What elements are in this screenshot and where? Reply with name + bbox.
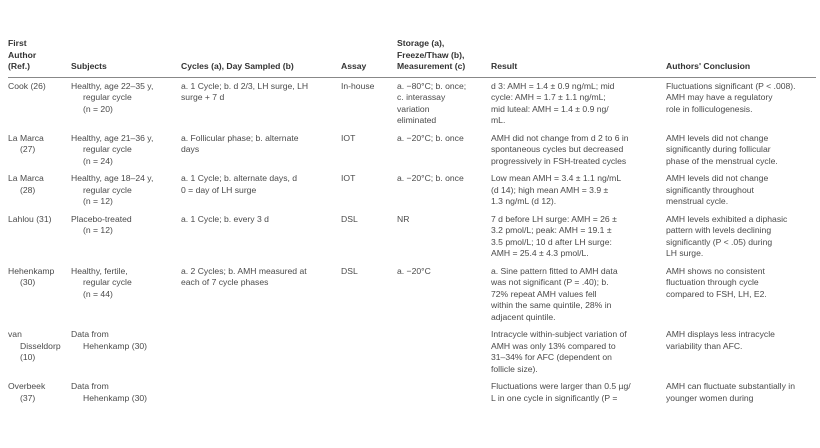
- subjects-line: Healthy, fertile,: [71, 265, 128, 276]
- conclusion-line: significantly throughout: [666, 184, 754, 195]
- amh-variation-table: [8, 38, 816, 407]
- result-line: Fluctuations were larger than 0.5 µg/: [491, 381, 631, 391]
- cell-cycles: [181, 378, 341, 407]
- result-line: AMH did not change from d 2 to 6 in: [491, 132, 629, 143]
- cell-storage: [397, 77, 491, 130]
- cell-cycles: [181, 211, 341, 263]
- header-cycles: Cycles (a), Day Sampled (b): [181, 38, 341, 77]
- cell-assay: In-house: [341, 80, 375, 91]
- subjects-line: regular cycle: [83, 184, 132, 195]
- cell-author: [8, 170, 71, 211]
- table-row: [8, 77, 816, 130]
- result-line: mid luteal: AMH = 1.4 ± 0.9 ng/: [491, 103, 609, 114]
- author-line: La Marca: [8, 173, 44, 183]
- storage-line: a. −20°C: [397, 265, 431, 276]
- cell-subjects: [71, 130, 181, 171]
- storage-line: a. −20°C; b. once: [397, 173, 464, 183]
- conclusion-line: AMH displays less intracycle: [666, 329, 775, 339]
- result-line: AMH = 25.4 ± 4.3 pmol/L.: [491, 248, 589, 258]
- subjects-line: (n = 20): [83, 103, 113, 114]
- conclusion-line: significantly during follicular: [666, 144, 771, 154]
- result-line: 31–34% for AFC (dependent on: [491, 352, 612, 362]
- cell-result: [491, 77, 666, 130]
- author-line: (37): [20, 392, 36, 403]
- conclusion-line: younger women during: [666, 392, 754, 403]
- header-storage-line: Storage (a),: [397, 38, 445, 48]
- storage-line: variation: [397, 103, 430, 114]
- cell-assay: [341, 378, 397, 407]
- result-line: adjacent quintile.: [491, 311, 556, 322]
- cell-result: [491, 378, 666, 407]
- subjects-line: Healthy, age 22–35 y,: [71, 80, 154, 91]
- cycles-line: a. 1 Cycle; b. every 3 d: [181, 213, 269, 224]
- table-header-row: [8, 38, 816, 77]
- cycles-line: a. Follicular phase; b. alternate: [181, 132, 299, 143]
- subjects-line: (n = 24): [83, 155, 113, 166]
- author-line: Overbeek: [8, 381, 46, 391]
- result-line: follicle size).: [491, 363, 538, 374]
- cell-subjects: [71, 326, 181, 378]
- header-author-line: First: [8, 38, 27, 48]
- cell-conclusion: [666, 170, 816, 211]
- header-storage-line: Measurement (c): [397, 61, 466, 71]
- result-line: Intracycle within-subject variation of: [491, 329, 627, 339]
- author-line: La Marca: [8, 132, 44, 143]
- conclusion-line: variability than AFC.: [666, 340, 743, 351]
- cell-result: [491, 263, 666, 327]
- author-line: Cook (26): [8, 80, 46, 91]
- subjects-line: Data from: [71, 329, 109, 339]
- cell-cycles: [181, 170, 341, 211]
- author-line: (10): [20, 352, 36, 362]
- subjects-line: Hehenkamp (30): [83, 340, 148, 351]
- storage-line: a. −80°C; b. once;: [397, 80, 467, 91]
- cell-author: [8, 378, 71, 407]
- author-line: (28): [20, 184, 36, 195]
- conclusion-line: role in folliculogenesis.: [666, 103, 753, 114]
- cell-assay: DSL: [341, 213, 358, 224]
- conclusion-line: menstrual cycle.: [666, 196, 729, 206]
- header-conclusion: Authors' Conclusion: [666, 38, 816, 77]
- conclusion-line: AMH shows no consistent: [666, 265, 765, 276]
- cell-conclusion: [666, 211, 816, 263]
- subjects-line: (n = 12): [83, 196, 113, 206]
- subjects-line: regular cycle: [83, 92, 132, 102]
- cell-storage: [397, 378, 491, 407]
- storage-line: NR: [397, 213, 410, 224]
- cell-subjects: [71, 378, 181, 407]
- header-assay: Assay: [341, 38, 397, 77]
- subjects-line: Placebo-treated: [71, 213, 132, 224]
- result-line: (d 14); high mean AMH = 3.9 ±: [491, 184, 609, 195]
- cell-cycles: [181, 263, 341, 327]
- cell-cycles: [181, 326, 341, 378]
- result-line: AMH was only 13% compared to: [491, 340, 616, 351]
- conclusion-line: phase of the menstrual cycle.: [666, 155, 778, 166]
- cell-conclusion: [666, 130, 816, 171]
- cell-result: [491, 130, 666, 171]
- subjects-line: (n = 44): [83, 288, 113, 299]
- cell-author: [8, 77, 71, 130]
- result-line: 72% repeat AMH values fell: [491, 288, 597, 299]
- conclusion-line: AMH levels did not change: [666, 132, 769, 143]
- conclusion-line: fluctuation through cycle: [666, 277, 759, 287]
- cell-subjects: [71, 211, 181, 263]
- cell-author: [8, 263, 71, 327]
- cell-assay: IOT: [341, 132, 356, 143]
- author-line: (30): [20, 277, 36, 287]
- cell-subjects: [71, 77, 181, 130]
- author-line: Disseldorp: [20, 340, 61, 351]
- header-subjects: Subjects: [71, 38, 181, 77]
- author-line: van: [8, 329, 22, 339]
- conclusion-line: AMH levels exhibited a diphasic: [666, 213, 788, 224]
- cell-conclusion: [666, 263, 816, 327]
- cell-author: [8, 211, 71, 263]
- header-author-line: Author: [8, 49, 37, 60]
- author-line: (27): [20, 144, 36, 154]
- cycles-line: a. 1 Cycle; b. alternate days, d: [181, 173, 298, 183]
- conclusion-line: pattern with levels declining: [666, 225, 772, 235]
- cell-subjects: [71, 263, 181, 327]
- result-line: d 3: AMH = 1.4 ± 0.9 ng/mL; mid: [491, 80, 615, 91]
- cycles-line: each of 7 cycle phases: [181, 277, 269, 287]
- cell-conclusion: [666, 77, 816, 130]
- cell-conclusion: [666, 326, 816, 378]
- result-line: progressively in FSH-treated cycles: [491, 155, 627, 166]
- header-result: Result: [491, 38, 666, 77]
- header-author: [8, 38, 71, 77]
- header-storage-line: Freeze/Thaw (b),: [397, 49, 465, 60]
- cell-storage: [397, 211, 491, 263]
- cycles-line: days: [181, 144, 200, 154]
- storage-line: c. interassay: [397, 92, 446, 102]
- subjects-line: (n = 12): [83, 225, 113, 235]
- conclusion-line: AMH levels did not change: [666, 173, 769, 183]
- cell-storage: [397, 170, 491, 211]
- conclusion-line: compared to FSH, LH, E2.: [666, 288, 767, 299]
- subjects-line: Data from: [71, 381, 109, 391]
- table-row: [8, 263, 816, 327]
- result-line: 1.3 ng/mL (d 12).: [491, 196, 557, 206]
- cell-result: [491, 170, 666, 211]
- result-line: 3.5 pmol/L; 10 d after LH surge:: [491, 236, 612, 247]
- author-line: Lahlou (31): [8, 213, 52, 224]
- result-line: L in one cycle in significantly (P =: [491, 392, 618, 403]
- author-line: Hehenkamp: [8, 265, 55, 276]
- result-line: within the same quintile, 28% in: [491, 300, 612, 310]
- cell-cycles: [181, 130, 341, 171]
- cell-storage: [397, 263, 491, 327]
- cell-assay: IOT: [341, 173, 356, 183]
- header-author-line: (Ref.): [8, 61, 30, 71]
- cell-assay: [341, 326, 397, 378]
- table-body: [8, 77, 816, 407]
- conclusion-line: LH surge.: [666, 248, 704, 258]
- result-line: mL.: [491, 115, 506, 125]
- subjects-line: regular cycle: [83, 144, 132, 154]
- cell-result: [491, 326, 666, 378]
- cycles-line: a. 1 Cycle; b. d 2/3, LH surge, LH: [181, 80, 309, 91]
- subjects-line: Healthy, age 21–36 y,: [71, 132, 154, 143]
- table-row: [8, 211, 816, 263]
- subjects-line: Healthy, age 18–24 y,: [71, 173, 154, 183]
- cell-cycles: [181, 77, 341, 130]
- conclusion-line: AMH can fluctuate substantially in: [666, 381, 795, 391]
- cell-storage: [397, 130, 491, 171]
- result-line: cycle: AMH = 1.7 ± 1.1 ng/mL;: [491, 92, 606, 102]
- cell-conclusion: [666, 378, 816, 407]
- table-row: [8, 170, 816, 211]
- cell-storage: [397, 326, 491, 378]
- storage-line: a. −20°C; b. once: [397, 132, 464, 143]
- result-line: 3.2 pmol/L; peak: AMH = 19.1 ±: [491, 225, 612, 235]
- cell-assay: DSL: [341, 265, 358, 276]
- result-line: Low mean AMH = 3.4 ± 1.1 ng/mL: [491, 173, 622, 183]
- cell-author: [8, 130, 71, 171]
- cycles-line: 0 = day of LH surge: [181, 184, 257, 195]
- result-line: a. Sine pattern fitted to AMH data: [491, 265, 618, 276]
- subjects-line: Hehenkamp (30): [83, 392, 148, 403]
- conclusion-line: Fluctuations significant (P < .008).: [666, 80, 796, 91]
- cell-subjects: [71, 170, 181, 211]
- cell-author: [8, 326, 71, 378]
- cycles-line: a. 2 Cycles; b. AMH measured at: [181, 265, 307, 276]
- table-row: [8, 378, 816, 407]
- cell-result: [491, 211, 666, 263]
- storage-line: eliminated: [397, 115, 437, 125]
- table-row: [8, 130, 816, 171]
- header-storage: [397, 38, 491, 77]
- result-line: was not significant (P = .40); b.: [491, 277, 609, 287]
- result-line: spontaneous cycles but decreased: [491, 144, 624, 154]
- conclusion-line: AMH may have a regulatory: [666, 92, 773, 102]
- result-line: 7 d before LH surge: AMH = 26 ±: [491, 213, 617, 224]
- subjects-line: regular cycle: [83, 277, 132, 287]
- cycles-line: surge + 7 d: [181, 92, 225, 102]
- table-row: [8, 326, 816, 378]
- conclusion-line: significantly (P < .05) during: [666, 236, 773, 247]
